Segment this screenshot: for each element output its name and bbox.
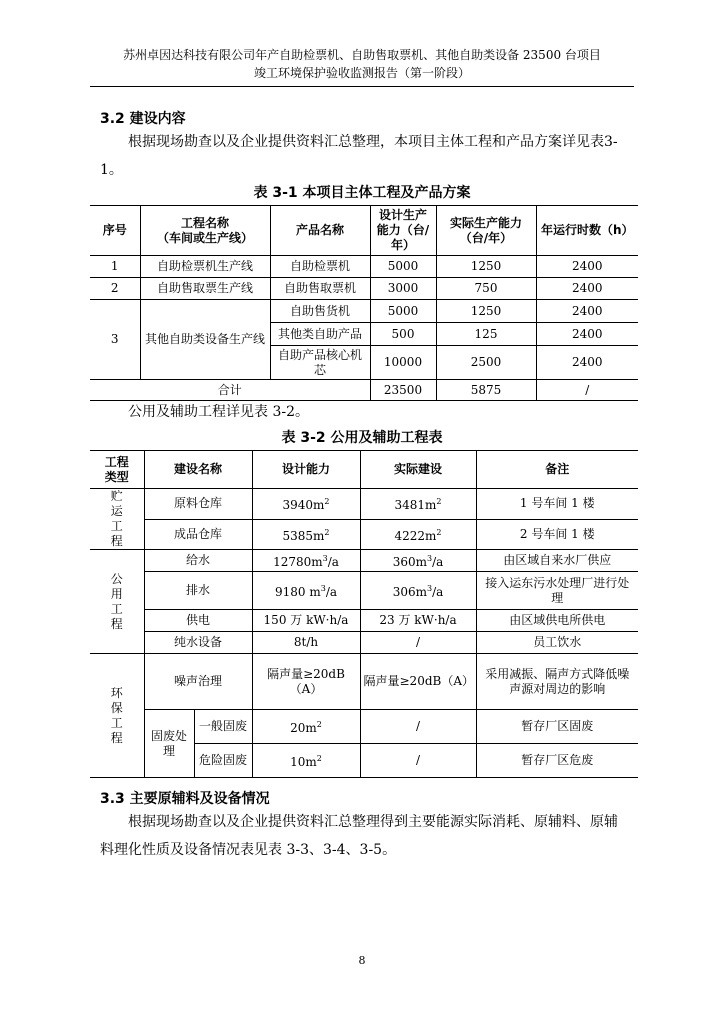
- table-3-1-caption: 表 3-1 本项目主体工程及产品方案: [253, 185, 471, 201]
- table-total-row: 合计 23500 5875 /: [90, 380, 638, 401]
- table-row: 贮运工程 原料仓库 $3940m^2$ $3481m^2$ 1 号车间 1 楼: [90, 489, 638, 520]
- table-3-2: [90, 450, 638, 778]
- table-row: 危险固废 $10m^2$ / 暂存厂区危废: [90, 744, 638, 778]
- waste-group: 固废处理: [144, 710, 194, 778]
- section-3-3-heading: 3.3 主要原辅料及设备情况: [100, 791, 270, 807]
- table-row: 纯水设备 8t/h / 员工饮水: [90, 632, 638, 654]
- aux-intro: 公用及辅助工程详见表 3-2。: [128, 404, 309, 420]
- type-storage: 贮运工程: [90, 489, 144, 550]
- table-row: 排水 9180 $m^3/a$ $306m^3/a$ 接入运东污水处理厂进行处理: [90, 572, 638, 610]
- table-3-2-header-row: [90, 451, 638, 489]
- table-row: 环保工程 噪声治理 隔声量≥20dB（A） 隔声量≥20dB（A） 采用减振、隔声方式降低噪声源对周边的影响: [90, 654, 638, 710]
- header-rule: [90, 86, 634, 87]
- section-3-2-intro: 根据现场勘查以及企业提供资料汇总整理，本项目主体工程和产品方案详见表3-1。: [100, 134, 618, 178]
- table-3-2-caption: 表 3-2 公用及辅助工程表: [281, 430, 443, 446]
- table-row: 公用工程 给水 $12780m^3/a$ $360m^3/a$ 由区域自来水厂供应: [90, 550, 638, 572]
- type-env: 环保工程: [90, 654, 144, 778]
- col-actual: 实际生产能力（台/年）: [436, 206, 536, 256]
- table-row: 固废处理 一般固废 $20m^2$ / 暂存厂区固废: [90, 710, 638, 744]
- table-row: 自助产品核心机芯 10000 2500 2400: [90, 346, 638, 380]
- col-design: 设计生产能力（台/年）: [370, 206, 436, 256]
- page-header: [90, 46, 634, 82]
- header-line-2: 竣工环境保护验收监测报告（第一阶段）: [253, 66, 470, 80]
- col-line: 工程名称 （车间或生产线）: [140, 206, 270, 256]
- type-public: 公用工程: [90, 550, 144, 654]
- col-note: 备注: [476, 451, 638, 489]
- page-number: 8: [358, 954, 366, 967]
- header-line-1: 苏州卓因达科技有限公司年产自助检票机、自助售取票机、其他自助类设备 23500 台项目: [123, 48, 601, 62]
- table-row: 供电 150 万 kW·h/a 23 万 kW·h/a 由区域供电所供电: [90, 610, 638, 632]
- table-row: 成品仓库 $5385m^2$ $4222m^2$ 2 号车间 1 楼: [90, 519, 638, 550]
- col-no: 序号: [90, 206, 140, 256]
- section-3-2-heading: 3.2 建设内容: [100, 111, 186, 127]
- table-row: 2 自助售取票生产线 自助售取票机 3000 750 2400: [90, 278, 638, 300]
- col-actual: 实际建设: [360, 451, 476, 489]
- col-design: 设计能力: [252, 451, 360, 489]
- table-3-1: [90, 205, 638, 401]
- table-3-1-header-row: [90, 206, 638, 256]
- table-row: 3 其他自助类设备生产线 自助售货机 5000 1250 2400: [90, 300, 638, 323]
- col-product: 产品名称: [270, 206, 370, 256]
- table-row: 其他类自助产品 500 125 2400: [90, 323, 638, 346]
- col-name: 建设名称: [144, 451, 252, 489]
- col-type: 工程类型: [90, 451, 144, 489]
- table-row: 1 自助检票机生产线 自助检票机 5000 1250 2400: [90, 256, 638, 278]
- section-3-3-intro: 根据现场勘查以及企业提供资料汇总整理得到主要能源实际消耗、原辅料、原辅料理化性质及设备情况表见表 3-3、3-4、3-5。: [100, 814, 618, 858]
- col-hours: 年运行时数（h）: [536, 206, 638, 256]
